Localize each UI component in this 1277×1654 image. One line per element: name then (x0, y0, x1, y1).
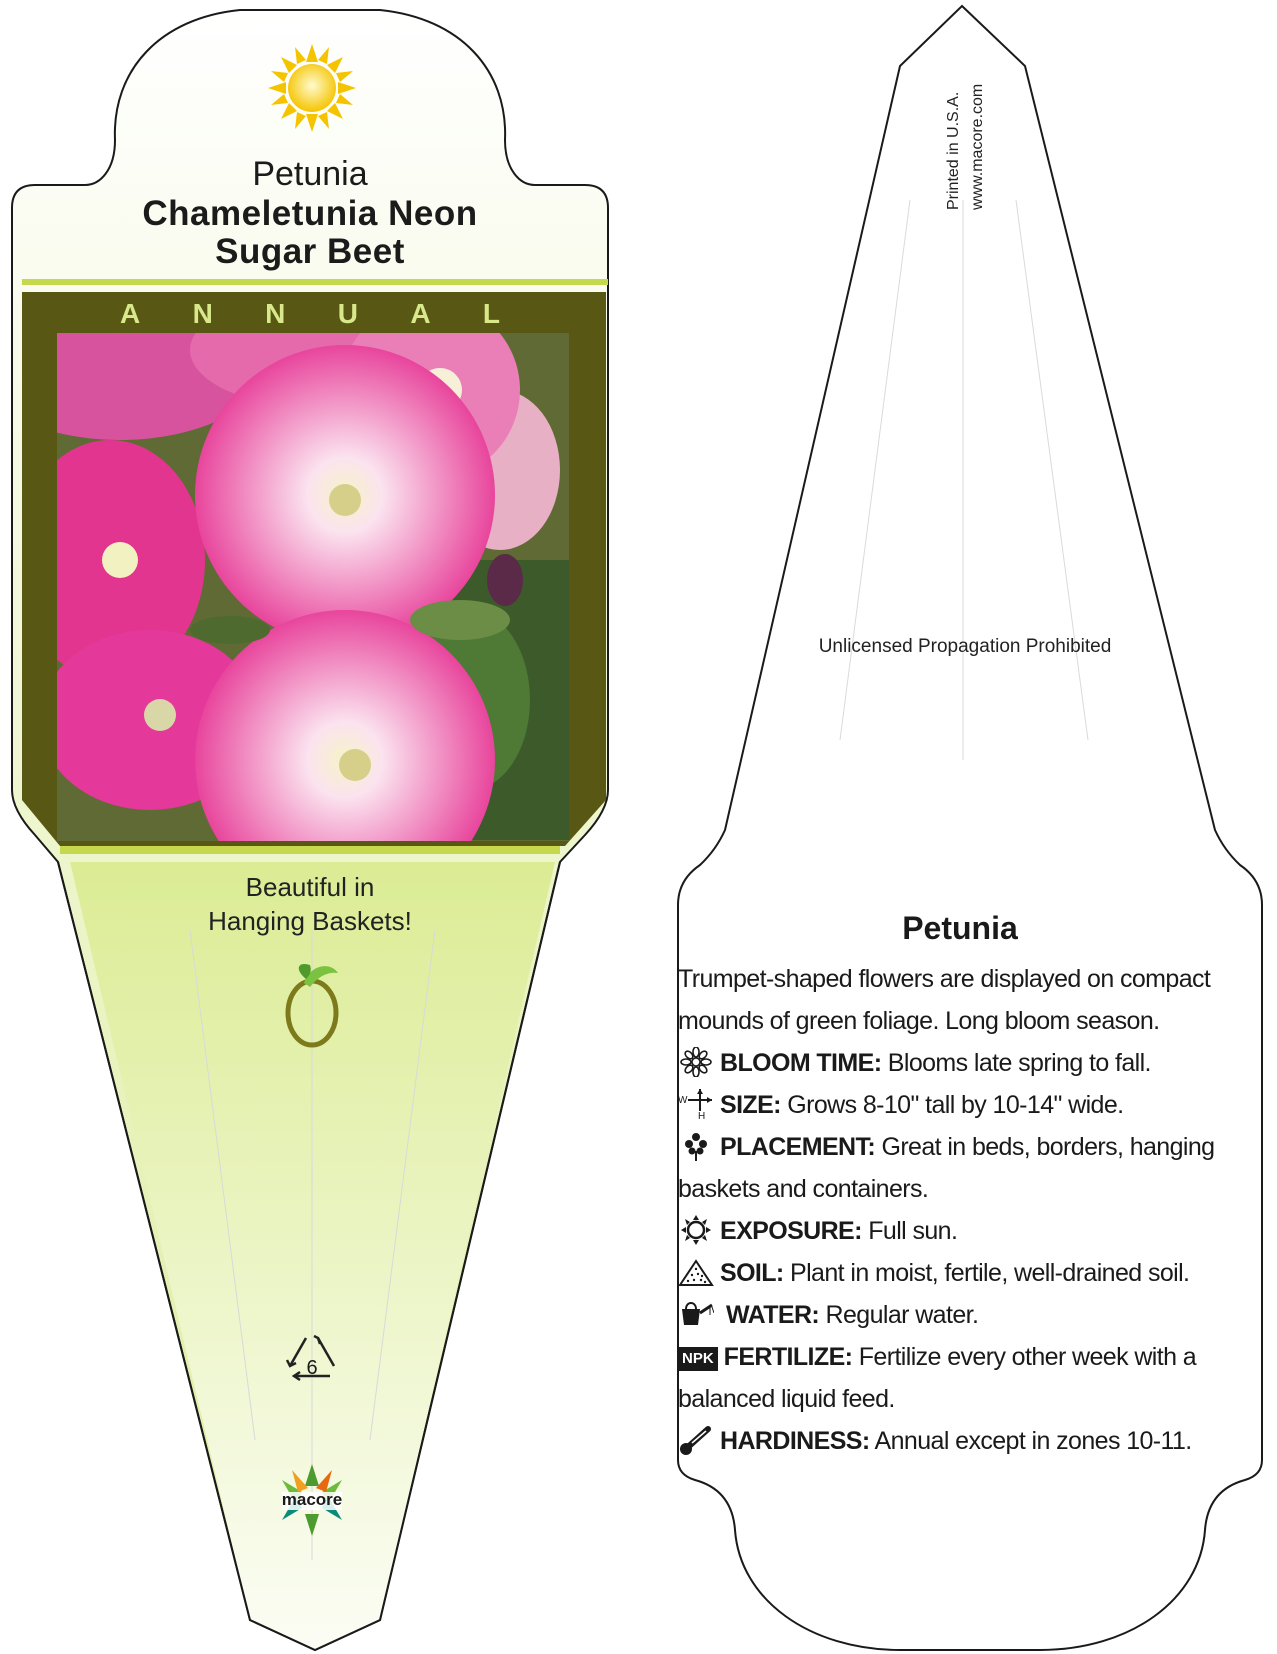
care-info (678, 958, 1223, 1462)
plant-type-letter: U (337, 298, 358, 329)
exposure-sun-icon (678, 1215, 714, 1245)
plant-type-letter: A (120, 298, 141, 329)
care-row-bloom (678, 1042, 1223, 1084)
care-label-water: WATER: (726, 1301, 820, 1329)
thermometer-icon (678, 1425, 714, 1455)
care-text-water: Regular water. (825, 1301, 979, 1329)
npk-icon: NPK (678, 1347, 718, 1371)
care-row-water (678, 1294, 1223, 1336)
care-label-bloom: BLOOM TIME: (720, 1049, 882, 1077)
brand-wordmark: macore (281, 1490, 343, 1509)
care-label-size: SIZE: (720, 1091, 781, 1119)
care-label-placement: PLACEMENT: (720, 1133, 876, 1161)
care-text-soil: Plant in moist, fertile, well-drained soil. (790, 1259, 1190, 1287)
plant-type-banner (120, 298, 500, 330)
bloom-time-icon (678, 1047, 714, 1077)
care-text-placement: Great in beds, borders, hanging baskets and containers. (678, 1133, 1215, 1203)
front-cultivar-line2: Sugar Beet (215, 232, 405, 271)
care-text-hardiness: Annual except in zones 10-11. (874, 1427, 1192, 1455)
tagline-line1: Beautiful in (245, 872, 375, 902)
back-title: Petunia (902, 910, 1018, 946)
care-text-bloom: Blooms late spring to fall. (887, 1049, 1151, 1077)
care-label-fertilize: FERTILIZE: (723, 1343, 853, 1371)
plant-type-letter: A (410, 298, 431, 329)
website: www.macore.com (969, 83, 986, 210)
care-label-exposure: EXPOSURE: (720, 1217, 862, 1245)
care-row-placement (678, 1126, 1223, 1210)
watering-can-icon (678, 1299, 714, 1329)
care-row-hardiness (678, 1420, 1223, 1462)
front-common-name: Petunia (252, 155, 368, 193)
care-row-size (678, 1084, 1223, 1126)
size-icon-h: H (698, 1111, 705, 1119)
plant-type-letter: L (482, 298, 500, 329)
plant-description: Trumpet-shaped flowers are displayed on compact mounds of green foliage. Long bloom season. (678, 965, 1211, 1035)
care-label-soil: SOIL: (720, 1259, 784, 1287)
care-row-soil (678, 1252, 1223, 1294)
recycle-number: 6 (306, 1357, 318, 1379)
care-row-exposure (678, 1210, 1223, 1252)
size-icon-w: W (678, 1095, 687, 1106)
care-text-exposure: Full sun. (868, 1217, 958, 1245)
tagline-line2: Hanging Baskets! (208, 906, 412, 936)
printed-in: Printed in U.S.A. (945, 91, 962, 210)
unlicensed-notice: Unlicensed Propagation Prohibited (818, 636, 1112, 657)
front-cultivar-line1: Chameletunia Neon (142, 194, 478, 233)
care-text-size: Grows 8-10" tall by 10-14" wide. (787, 1091, 1124, 1119)
size-icon (678, 1089, 714, 1119)
soil-icon (678, 1257, 714, 1287)
plant-type-letter: N (265, 298, 286, 329)
care-row-fertilize (678, 1336, 1223, 1420)
front-tagline (110, 870, 510, 938)
care-text-fertilize: Fertilize every other week with a balanced liquid feed. (678, 1343, 1197, 1413)
petunia-photo (0, 280, 570, 910)
plant-type-letter: N (192, 298, 213, 329)
full-sun-icon (268, 44, 356, 132)
care-label-hardiness: HARDINESS: (720, 1427, 870, 1455)
placement-icon (678, 1131, 714, 1161)
